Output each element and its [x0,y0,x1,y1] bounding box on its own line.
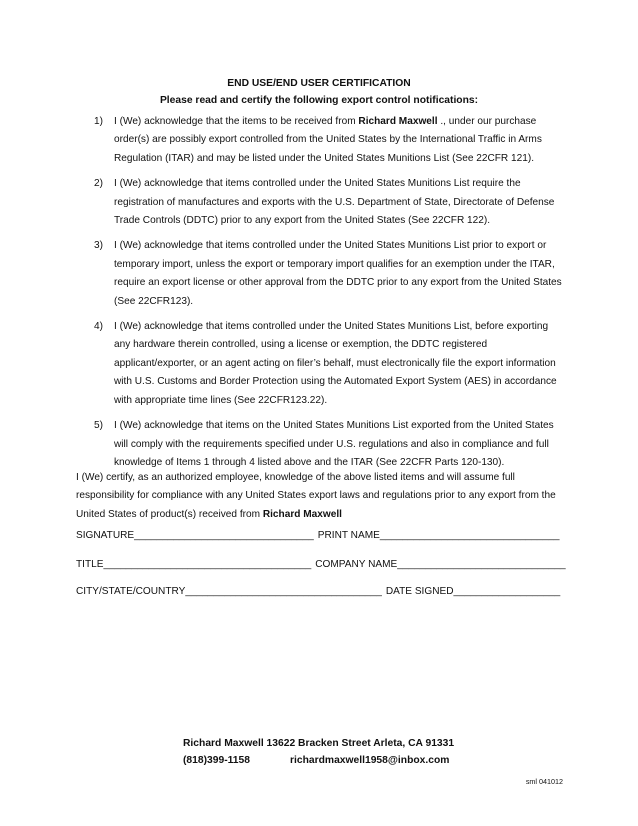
signature-field[interactable]: SIGNATURE________________________________ [76,530,314,541]
footer-contact [183,754,449,768]
acknowledgement-item-3 [94,237,566,311]
item-number: 3) [94,240,103,252]
item-text-post: ., under our purchase order(s) are possibly export controlled from the United States by the International Traffic in Arms Regulation (ITAR) and may be listed under the United States Munitions List (See 22CFR 121). [114,116,542,164]
acknowledgement-item-5 [94,417,566,472]
item-number: 4) [94,321,103,333]
certification-statement [76,469,568,524]
title-field[interactable]: TITLE_____________________________________ [76,559,312,570]
acknowledgement-list [94,113,566,479]
item-text: I (We) acknowledge that items on the United States Munitions List exported from the United States will comply with the requirements specified under U.S. regulations and also in compliance and full knowledge of Items 1 through 4 listed above and the ITAR (See 22CFR Parts 120-130). [114,420,554,468]
title-row [76,558,566,572]
signature-row [76,529,559,543]
date-signed-field[interactable]: DATE SIGNED___________________ [385,586,561,597]
item-text: I (We) acknowledge that items controlled under the United States Munitions List prior to export or temporary import, unless the export or temporary import qualifies for an exemption under the ITAR, require an export license or other approval from the DDTC prior to any export from the United States (See 22CFR123). [114,240,562,307]
company-name-bold: Richard Maxwell [358,116,438,127]
item-text: I (We) acknowledge that items controlled under the United States Munitions List require the registration of manufactures and exports with the U.S. Department of State, Directorate of Defense Trade Controls (DDTC) prior to any export from the United States (See 22CFR 122). [114,178,555,227]
item-text: I (We) acknowledge that items controlled under the United States Munitions List, before exporting any hardware therein controlled, using a license or exemption, the DDTC registered applicant/exporter, or an agent acting on filer’s behalf, must electronically file the export information with U.S. Customs and Border Protection using the Automated Export System (AES) in accordance with appropriate time lines (See 22CFR123.22). [114,321,557,406]
acknowledgement-item-2 [94,175,566,230]
location-row [76,585,560,599]
footer-address: Richard Maxwell 13622 Bracken Street Arleta, CA 91331 [183,738,455,749]
item-number: 5) [94,420,103,432]
document-code: sml 041012 [525,777,563,786]
print-name-field[interactable]: PRINT NAME________________________________ [317,530,560,541]
certification-company-name: Richard Maxwell [262,508,342,520]
acknowledgement-item-4 [94,318,566,410]
acknowledgement-item-1 [94,113,566,168]
item-number: 2) [94,178,103,190]
company-name-field[interactable]: COMPANY NAME______________________________ [315,559,566,570]
footer-phone: (818)399-1158 [183,755,250,766]
item-number: 1) [94,116,103,127]
item-text-pre: I (We) acknowledge that the items to be received from [114,116,359,127]
city-state-country-field[interactable]: CITY/STATE/COUNTRY___________________________________ [76,586,382,597]
document-title: END USE/END USER CERTIFICATION [227,78,411,89]
certification-text: I (We) certify, as an authorized employee, knowledge of the above listed items and will assume full responsibility for compliance with any United States export laws and regulations prior to any export from the United States of product(s) received from [76,472,556,520]
document-subtitle: Please read and certify the following export control notifications: [159,95,479,106]
footer-email[interactable]: richardmaxwell1958@inbox.com [290,755,450,766]
